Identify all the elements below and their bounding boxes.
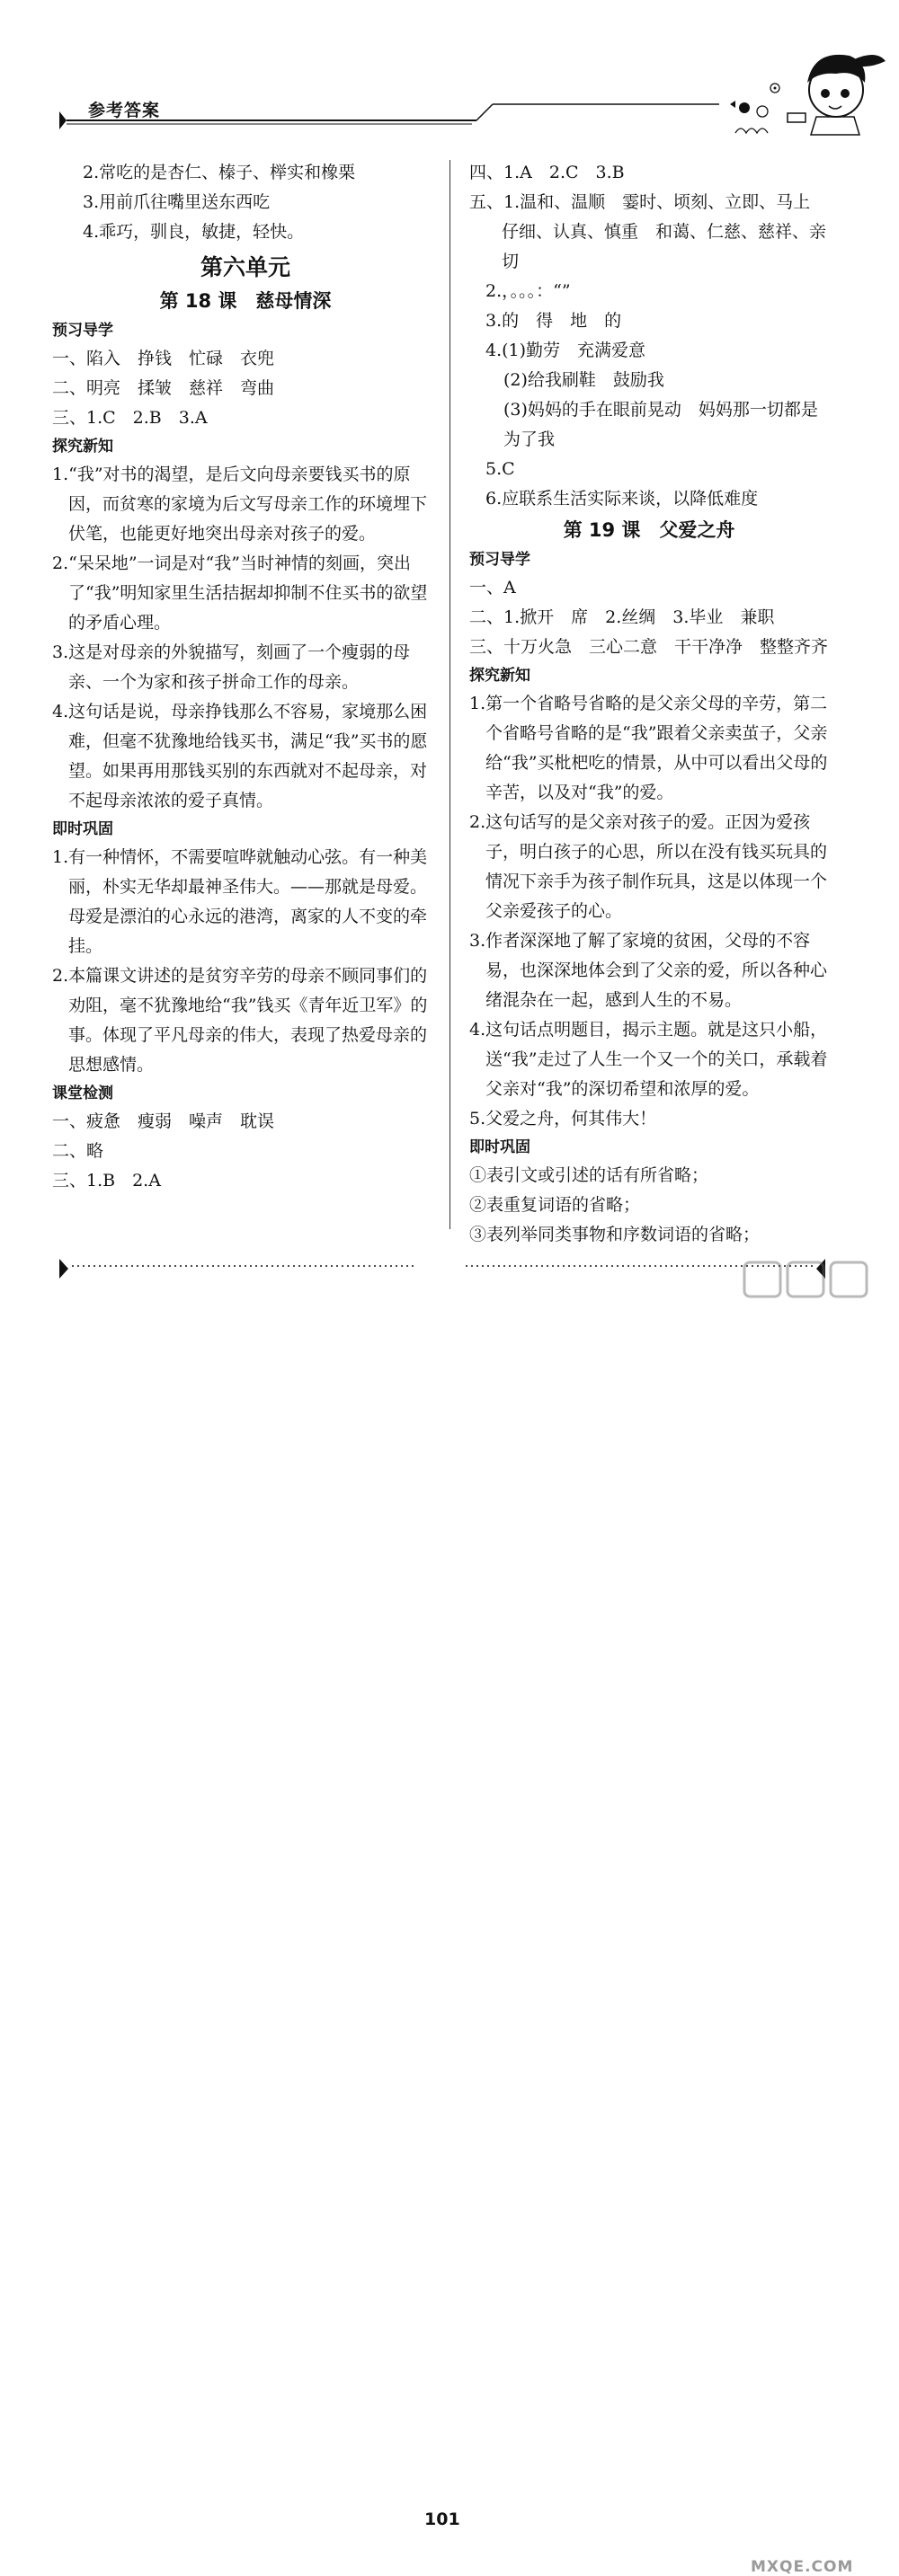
answer-line: ②表重复词语的省略； bbox=[469, 1195, 641, 1215]
section-heading: 预习导学 bbox=[469, 551, 530, 569]
footer-decoration bbox=[0, 1253, 899, 1329]
answer-line: 一、A bbox=[469, 578, 516, 598]
header-decoration bbox=[0, 0, 899, 153]
answer-line: 6.应联系生活实际来谈，以降低难度 bbox=[485, 489, 759, 509]
answer-line: 4.乖巧，驯良，敏捷，轻快。 bbox=[83, 222, 305, 242]
answer-paragraph: 3.作者深深地了解了家境的贫困，父母的不容易，也深深地体会到了父亲的爱，所以各种心绪混杂在一起，感到人生的不易。 bbox=[469, 931, 828, 1010]
page-footer bbox=[0, 1253, 899, 2576]
page-number: 101 bbox=[424, 2510, 460, 2529]
answer-paragraph: 三、十万火急 三心二意 干干净净 整整齐齐 bbox=[469, 637, 829, 657]
answer-paragraph: 母爱是漂泊的心永远的港湾，离家的人不变的牵挂。 bbox=[68, 907, 428, 956]
lesson-title: 第 18 课 慈母情深 bbox=[159, 290, 332, 312]
answer-paragraph: 五、1.温和、温顺 霎时、顷刻、立即、马上 仔细、认真、慎重 和蔼、仁慈、慈祥、亲切 bbox=[469, 192, 828, 271]
answer-line: 三、1.C 2.B 3.A bbox=[52, 408, 208, 428]
answer-line: 四、1.A 2.C 3.B bbox=[469, 163, 625, 182]
watermark-logo-icon bbox=[744, 1262, 867, 1297]
section-heading: 预习导学 bbox=[52, 322, 113, 340]
section-heading: 课堂检测 bbox=[52, 1084, 113, 1102]
answer-line: ③表列举同类事物和序数词语的省略； bbox=[469, 1225, 761, 1244]
answer-paragraph: 2.这句话写的是父亲对孩子的爱。正因为爱孩子，明白孩子的心思，所以在没有钱买玩具的情况下亲手为孩子制作玩具，这是以体现一个父亲爱孩子的心。 bbox=[469, 812, 828, 921]
answer-paragraph: 1.第一个省略号省略的是父亲父母的辛劳，第二个省略号省略的是“我”跟着父亲卖茧子，父亲给“我”买枇杷吃的情景，从中可以看出父母的辛苦，以及对“我”的爱。 bbox=[469, 694, 828, 802]
section-heading: 探究新知 bbox=[52, 438, 113, 456]
answer-line: 5.C bbox=[485, 459, 515, 479]
answer-line: 三、1.B 2.A bbox=[52, 1171, 161, 1191]
answer-line: 2.常吃的是杏仁、榛子、榉实和橡栗 bbox=[83, 163, 356, 182]
answer-line: 2.，。。。：“” bbox=[485, 281, 571, 301]
answer-paragraph: 1.“我”对书的渴望，是后文向母亲要钱买书的原因，而贫寒的家境为后文写母亲工作的环境埋下伏笔，也能更好地突出母亲对孩子的爱。 bbox=[52, 465, 428, 544]
answer-line: 3.的 得 地 的 bbox=[485, 311, 622, 331]
answer-line: 二、1.掀开 席 2.丝绸 3.毕业 兼职 bbox=[469, 607, 775, 627]
answer-line: 一、疲惫 瘦弱 噪声 耽误 bbox=[52, 1111, 275, 1131]
girl-mascot-icon bbox=[788, 55, 886, 135]
answer-line: 二、明亮 揉皱 慈祥 弯曲 bbox=[52, 378, 275, 398]
answer-line: (2)给我刷鞋 鼓励我 bbox=[503, 370, 664, 390]
section-heading: 即时巩固 bbox=[469, 1138, 530, 1156]
header-title: 参考答案 bbox=[88, 101, 161, 120]
answer-paragraph: 4.这句话是说，母亲挣钱那么不容易，家境那么困难，但毫不犹豫地给钱买书，满足“我”买书的愿望。如果再用那钱买别的东西就对不起母亲，对不起母亲浓浓的爱子真情。 bbox=[52, 702, 428, 810]
right-column bbox=[469, 158, 829, 1250]
answer-line: 一、陷入 挣钱 忙碌 衣兜 bbox=[52, 349, 275, 368]
flowers-icon bbox=[730, 84, 779, 133]
answer-line: ①表引文或引述的话有所省略； bbox=[469, 1165, 709, 1185]
section-heading: 探究新知 bbox=[469, 667, 530, 685]
answer-paragraph: 2.“呆呆地”一词是对“我”当时神情的刻画，突出了“我”明知家里生活拮据却抑制不住买书的欲望的矛盾心理。 bbox=[52, 553, 428, 633]
lesson-title: 第 19 课 父爱之舟 bbox=[563, 519, 735, 541]
answer-paragraph: (3)妈妈的手在眼前晃动 妈妈那一切都是为了我 bbox=[503, 400, 818, 449]
unit-title: 第六单元 bbox=[200, 254, 290, 280]
answer-line: 3.用前爪往嘴里送东西吃 bbox=[83, 192, 271, 212]
answer-paragraph: 3.这是对母亲的外貌描写，刻画了一个瘦弱的母亲、一个为家和孩子拼命工作的母亲。 bbox=[52, 642, 411, 692]
footer-arrow-icon bbox=[59, 1259, 68, 1279]
section-heading: 即时巩固 bbox=[52, 820, 113, 838]
watermark-text: MXQE.COM bbox=[751, 2558, 854, 2576]
answer-paragraph: 4.这句话点明题目，揭示主题。就是这只小船，送“我”走过了人生一个又一个的关口，承载着父亲对“我”的深切希望和浓厚的爱。 bbox=[469, 1020, 828, 1099]
answer-paragraph: 2.本篇课文讲述的是贫穷辛劳的母亲不顾同事们的劝阻，毫不犹豫地给“我”钱买《青年近卫军》的事。体现了平凡母亲的伟大，表现了热爱母亲的思想感情。 bbox=[52, 966, 428, 1075]
answer-paragraph: 1.有一种情怀，不需要喧哗就触动心弦。有一种美丽，朴实无华却最神圣伟大。——那就是母爱。 bbox=[52, 847, 428, 897]
answer-line: 4.(1)勤劳 充满爱意 bbox=[485, 341, 646, 360]
page-header bbox=[0, 0, 899, 153]
header-arrow-icon bbox=[59, 111, 67, 129]
left-column bbox=[52, 158, 439, 1196]
answer-paragraph: 5.父爱之舟，何其伟大！ bbox=[469, 1109, 657, 1129]
answer-line: 二、略 bbox=[52, 1141, 104, 1161]
